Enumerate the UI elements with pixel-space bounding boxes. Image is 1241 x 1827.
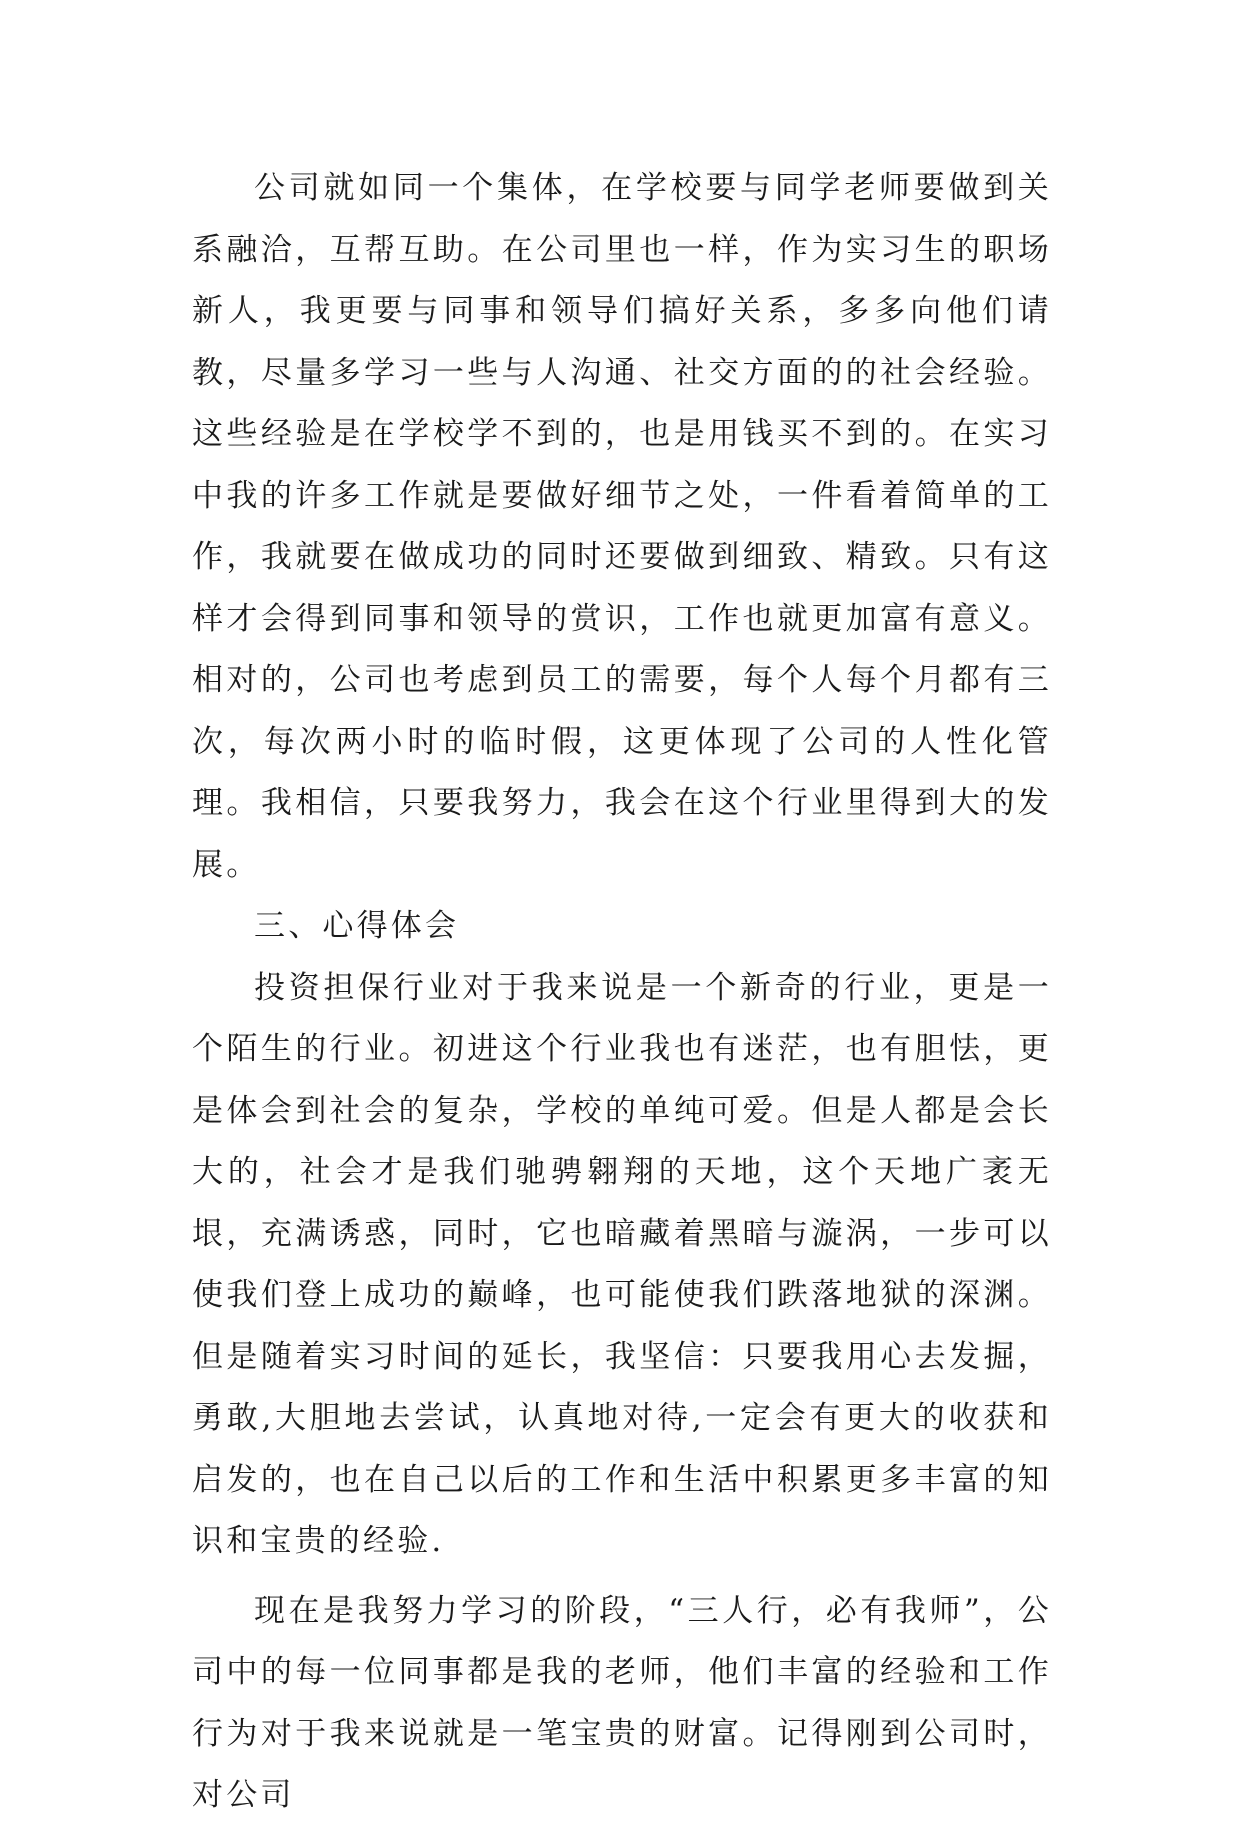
- paragraph-gap: [192, 1573, 1052, 1581]
- document-body: [192, 158, 1052, 1827]
- paragraph-workplace-relations: 公司就如同一个集体，在学校要与同学老师要做到关系融洽，互帮互助。在公司里也一样，作为实习生的职场新人，我更要与同事和领导们搞好关系，多多向他们请教，尽量多学习一些与人沟通、社交方面的的社会经验。这些经验是在学校学不到的，也是用钱买不到的。在实习中我的许多工作就是要做好细节之处，一件看着简单的工作，我就要在做成功的同时还要做到细致、精致。只有这样才会得到同事和领导的赏识，工作也就更加富有意义。相对的，公司也考虑到员工的需要，每个人每个月都有三次，每次两小时的临时假，这更体现了公司的人性化管理。我相信，只要我努力，我会在这个行业里得到大的发展。: [192, 170, 1052, 883]
- section-heading: 三、心得体会: [254, 908, 460, 944]
- paragraph-learning: 现在是我努力学习的阶段，“三人行，必有我师”，公司中的每一位同事都是我的老师，他们丰富的经验和工作行为对于我来说就是一笔宝贵的财富。记得刚到公司时，对公司: [192, 1592, 1052, 1813]
- paragraph-experience: 投资担保行业对于我来说是一个新奇的行业，更是一个陌生的行业。初进这个行业我也有迷茫，也有胆怯，更是体会到社会的复杂，学校的单纯可爱。但是人都是会长大的，社会才是我们驰骋翱翔的天地，这个天地广袤无垠，充满诱惑，同时，它也暗藏着黑暗与漩涡，一步可以使我们登上成功的巅峰，也可能使我们跌落地狱的深渊。但是随着实习时间的延长，我坚信：只要我用心去发掘，勇敢,大胆地去尝试，认真地对待,一定会有更大的收获和启发的，也在自己以后的工作和生活中积累更多丰富的知识和宝贵的经验.: [192, 969, 1052, 1559]
